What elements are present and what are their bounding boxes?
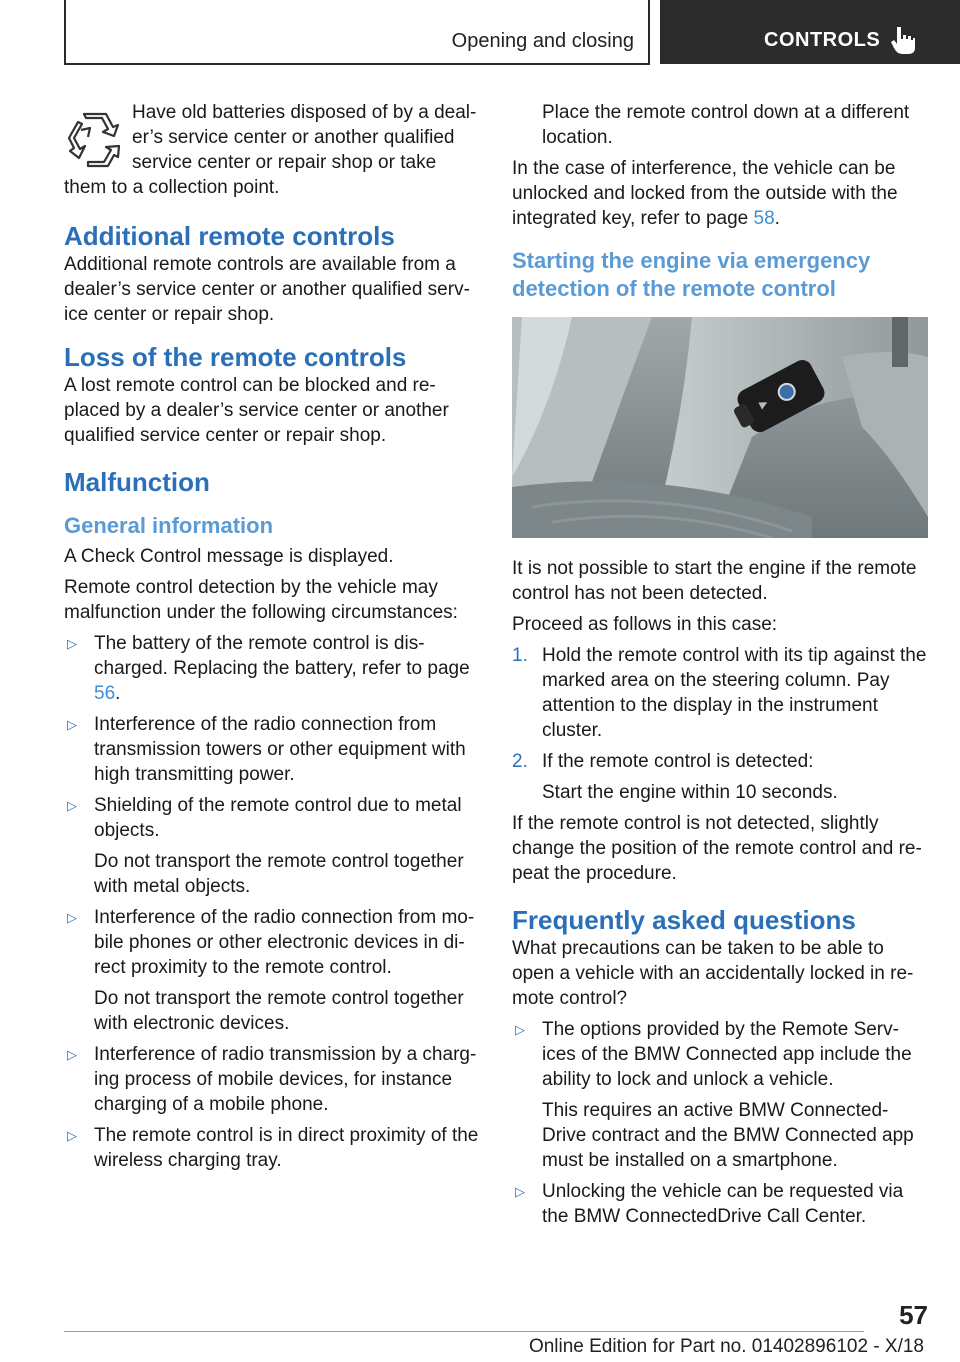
- bullet-triangle-icon: ▷: [67, 1128, 77, 1143]
- step-number: 1.: [512, 645, 528, 666]
- list-item: [64, 905, 482, 1036]
- list-item-text: Interference of the radio connection from mo‐bile phones or other electronic devices in di‐rect proximity to the remote control.: [94, 907, 475, 978]
- procedure-steps: [512, 643, 930, 805]
- paragraph-detection: Remote control detection by the vehicle may malfunction under the following circumstances:: [64, 577, 458, 623]
- paragraph-not-possible: It is not possible to start the engine if the remote control has not been detected.: [512, 558, 917, 604]
- bullet-triangle-icon: ▷: [515, 1184, 525, 1199]
- recycle-text: Have old batteries disposed of by a deal‐er’s service center or another qualified service center or repair shop or take them to a collection point.: [64, 102, 477, 198]
- page-link-56[interactable]: 56: [94, 683, 116, 704]
- pointing-hand-icon: [888, 24, 918, 56]
- list-item-note: Do not transport the remote control together with electronic devices.: [94, 988, 464, 1034]
- heading-additional-remote-controls: Additional remote controls: [64, 221, 395, 251]
- bullet-triangle-icon: ▷: [67, 717, 77, 732]
- left-column: [64, 100, 482, 1179]
- heading-malfunction: Malfunction: [64, 467, 210, 497]
- list-item-text: Interference of the radio connection from transmission towers or other equipment with high transmitting power.: [94, 714, 466, 785]
- list-item-text: The remote control is in direct proximity of the wireless charging tray.: [94, 1125, 479, 1171]
- step-text: If the remote control is detected:: [542, 751, 814, 772]
- malfunction-list: [64, 631, 482, 1173]
- paragraph-loss: A lost remote control can be blocked and re‐placed by a dealer’s service center or another qualified service center or repair shop.: [64, 375, 449, 446]
- paragraph-faq-question: What precautions can be taken to be able to open a vehicle with an accidentally locked in re‐mote control?: [512, 938, 914, 1009]
- list-item: [64, 1042, 482, 1117]
- chapter-tab-label: CONTROLS: [764, 29, 881, 51]
- steering-column-photo: [512, 317, 928, 538]
- page-link-58[interactable]: 58: [753, 208, 775, 229]
- step-note: Start the engine within 10 seconds.: [542, 782, 838, 803]
- list-item-text: Interference of radio transmission by a charg‐ing process of mobile devices, for instance charging of a mobile phone.: [94, 1044, 477, 1115]
- bullet-triangle-icon: ▷: [67, 636, 77, 651]
- faq-list: [512, 1017, 930, 1229]
- list-item-text: Unlocking the vehicle can be requested via the BMW ConnectedDrive Call Center.: [542, 1181, 904, 1227]
- recycle-note: [64, 100, 482, 206]
- paragraph-check-control: A Check Control message is displayed.: [64, 546, 394, 567]
- list-item-end: .: [115, 683, 121, 704]
- list-item-text: The options provided by the Remote Serv‐ices of the BMW Connected app include the ability to lock and unlock a vehicle.: [542, 1019, 912, 1090]
- list-item-text: The battery of the remote control is dis‐charged. Replacing the battery, refer to page: [94, 633, 470, 679]
- list-item: [64, 712, 482, 787]
- paragraph-additional: Additional remote controls are available from a dealer’s service center or another qualified serv‐ice center or repair shop.: [64, 254, 470, 325]
- list-item: [64, 631, 482, 706]
- footer-edition: Online Edition for Part no. 01402896102 - X/18: [528, 1336, 924, 1357]
- list-item-note: This requires an active BMW Connected‐Drive contract and the BMW Connected app must be installed on a smartphone.: [542, 1100, 914, 1171]
- heading-starting-engine-emergency: Starting the engine via emergency detection of the remote control: [512, 248, 871, 301]
- bullet-triangle-icon: ▷: [67, 798, 77, 813]
- heading-general-information: General information: [64, 513, 274, 538]
- list-item: [512, 1179, 930, 1229]
- list-item-note: Do not transport the remote control together with metal objects.: [94, 851, 464, 897]
- step-text: Hold the remote control with its tip against the marked area on the steering column. Pay attention to the display in the instrument cluster.: [542, 645, 927, 741]
- list-item: [64, 793, 482, 899]
- bullet-triangle-icon: ▷: [67, 910, 77, 925]
- right-column: [512, 100, 930, 1235]
- continued-list-note: Place the remote control down at a different location.: [542, 102, 910, 148]
- list-item-text: Shielding of the remote control due to metal objects.: [94, 795, 462, 841]
- bullet-triangle-icon: ▷: [515, 1022, 525, 1037]
- header-rule-left: [64, 0, 66, 64]
- bullet-triangle-icon: ▷: [67, 1047, 77, 1062]
- paragraph-interference-end: .: [774, 208, 780, 229]
- chapter-tab: [660, 0, 960, 64]
- recycling-icon: [64, 108, 124, 168]
- list-item: [512, 1017, 930, 1173]
- procedure-step: [512, 749, 930, 805]
- list-item: [64, 1123, 482, 1173]
- section-title: Opening and closing: [451, 30, 634, 52]
- step-number: 2.: [512, 751, 528, 772]
- procedure-step: [512, 643, 930, 743]
- page-number: 57: [899, 1300, 928, 1330]
- paragraph-interference: [512, 156, 930, 231]
- footer-rule: [64, 1331, 864, 1332]
- header-rule-bottom: [64, 63, 650, 65]
- header-rule-divider: [648, 0, 650, 64]
- heading-frequently-asked-questions: Frequently asked questions: [512, 905, 856, 935]
- heading-loss-of-remote-controls: Loss of the remote controls: [64, 342, 407, 372]
- paragraph-interference-text: In the case of interference, the vehicle can be unlocked and locked from the outside with the integrated key, refer to page: [512, 158, 898, 229]
- paragraph-proceed: Proceed as follows in this case:: [512, 614, 778, 635]
- paragraph-not-detected: If the remote control is not detected, slightly change the position of the remote control and re‐peat the procedure.: [512, 813, 922, 884]
